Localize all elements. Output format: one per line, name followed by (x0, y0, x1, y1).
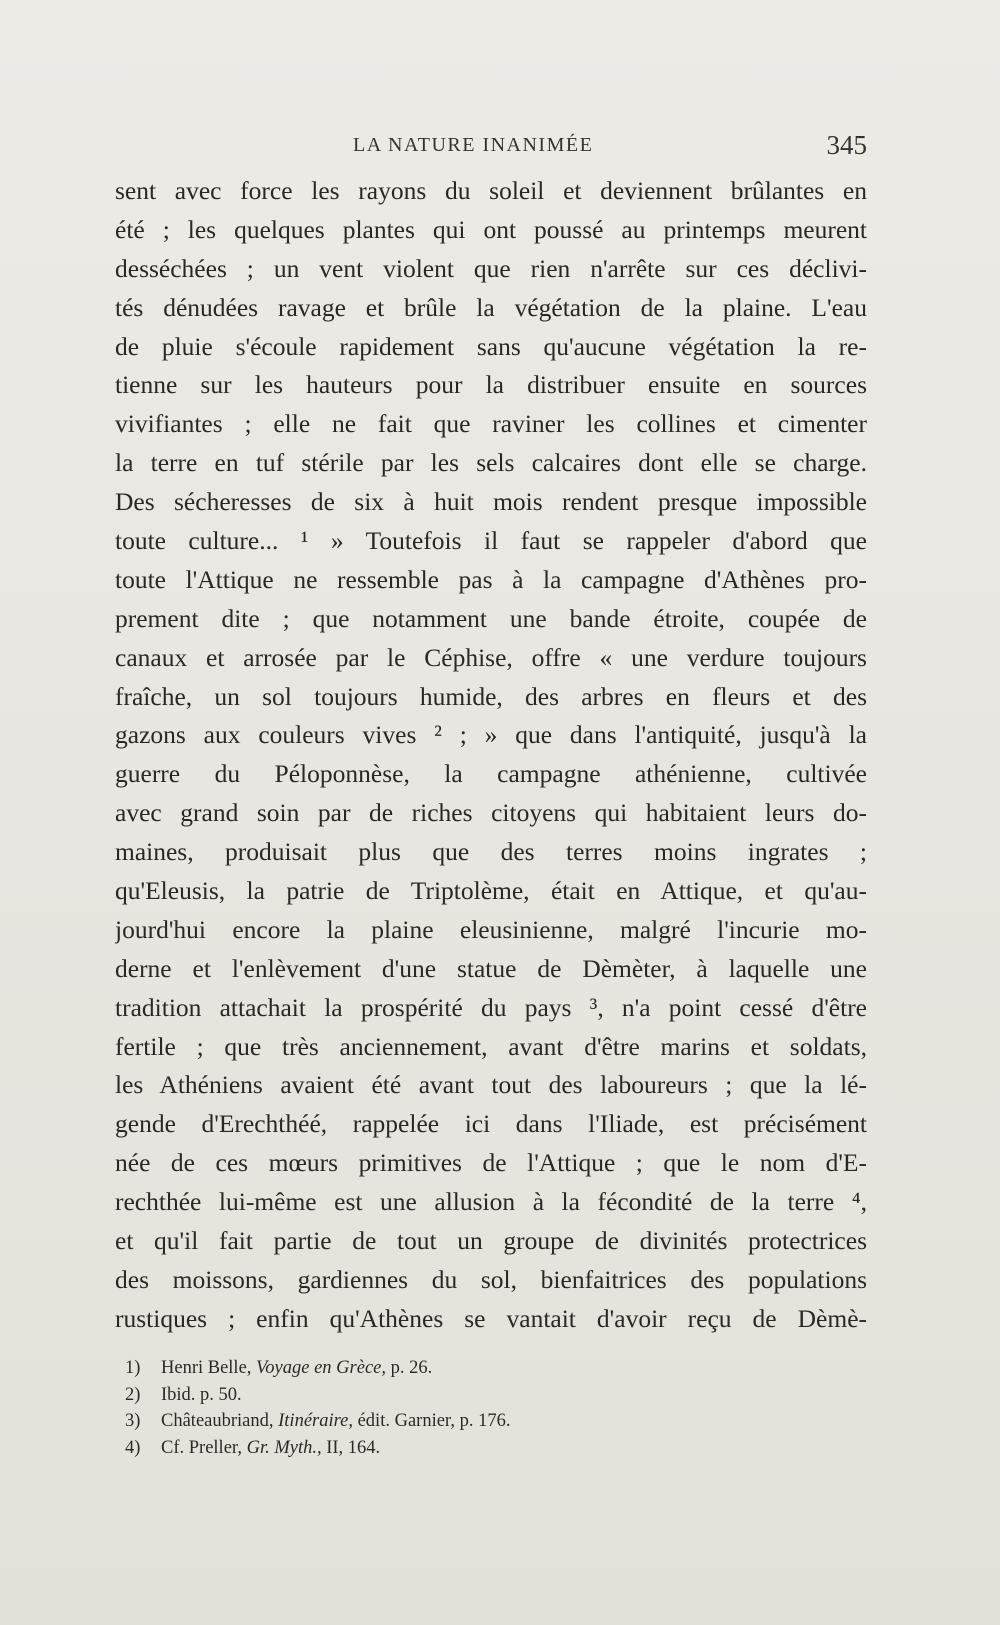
text-line: qu'Eleusis, la patrie de Triptolème, était en Attique, et qu'au- (115, 876, 867, 906)
text-line: les Athéniens avaient été avant tout des laboureurs ; que la lé- (115, 1070, 867, 1100)
text-line: née de ces mœurs primitives de l'Attique ; que le nom d'E- (115, 1148, 867, 1178)
text-line: derne et l'enlèvement d'une statue de Dèmèter, à laquelle une (115, 953, 867, 983)
footnote-number: 3) (125, 1411, 141, 1431)
footnote-reference: édit. Garnier, p. 176. (352, 1411, 511, 1431)
text-line: jourd'hui encore la plaine eleusinienne, malgré l'incurie mo- (115, 914, 867, 944)
footnote-text: Ibid. p. 50. (161, 1384, 242, 1405)
text-line: gende d'Erechthéé, rappelée ici dans l'Iliade, est précisément (115, 1109, 867, 1139)
footnote-number: 1) (125, 1358, 141, 1378)
text-line: guerre du Péloponnèse, la campagne athénienne, cultivée (115, 759, 867, 789)
text-line: prement dite ; que notamment une bande étroite, coupée de (115, 603, 867, 633)
footnote-title: Itinéraire, (278, 1411, 353, 1431)
text-line: tienne sur les hauteurs pour la distribuer ensuite en sources (115, 370, 867, 400)
footnote-number: 4) (125, 1437, 141, 1458)
footnote (125, 1355, 725, 1382)
text-line: toute l'Attique ne ressemble pas à la campagne d'Athènes pro- (115, 564, 867, 594)
text-line: gazons aux couleurs vives ² ; » que dans l'antiquité, jusqu'à la (115, 720, 867, 750)
text-line: tradition attachait la prospérité du pays ³, n'a point cessé d'être (115, 992, 867, 1022)
footnote (125, 1435, 725, 1462)
footnote-title: Voyage en Grèce, (256, 1358, 386, 1378)
text-line: toute culture... ¹ » Toutefois il faut se rappeler d'abord que (115, 526, 867, 556)
text-line: et qu'il fait partie de tout un groupe de divinités protectrices (115, 1226, 867, 1256)
footnote-text: Cf. Preller, (161, 1437, 247, 1458)
page-number: 345 (826, 130, 867, 160)
running-head (115, 130, 867, 164)
text-line: de pluie s'écoule rapidement sans qu'aucune végétation la re- (115, 331, 867, 361)
text-line: sent avec force les rayons du soleil et deviennent brûlantes en (115, 176, 867, 205)
body-text (115, 172, 867, 1339)
text-line: Des sécheresses de six à huit mois rendent presque impossible (115, 487, 867, 517)
running-title: LA NATURE INANIMÉE (353, 134, 594, 156)
text-line: des moissons, gardiennes du sol, bienfaitrices des populations (115, 1264, 867, 1294)
footnote (125, 1408, 725, 1435)
footnote (125, 1382, 725, 1409)
footnote-number: 2) (125, 1384, 141, 1405)
footnote-text: Châteaubriand, (161, 1411, 279, 1431)
footnote-title: Gr. Myth., (246, 1437, 322, 1458)
text-line: fraîche, un sol toujours humide, des arbres en fleurs et des (115, 681, 867, 711)
text-line: la terre en tuf stérile par les sels calcaires dont elle se charge. (115, 448, 867, 478)
text-line: tés dénudées ravage et brûle la végétation de la plaine. L'eau (115, 292, 867, 322)
text-line: avec grand soin par de riches citoyens qui habitaient leurs do- (115, 798, 867, 828)
text-line: maines, produisait plus que des terres moins ingrates ; (115, 837, 867, 867)
footnote-reference: II, 164. (321, 1437, 381, 1458)
text-line: fertile ; que très anciennement, avant d'être marins et soldats, (115, 1031, 867, 1061)
text-line: rechthée lui-même est une allusion à la fécondité de la terre ⁴, (115, 1187, 867, 1217)
text-line: desséchées ; un vent violent que rien n'arrête sur ces déclivi- (115, 253, 867, 283)
text-line: été ; les quelques plantes qui ont poussé au printemps meurent (115, 214, 867, 244)
text-line: canaux et arrosée par le Céphise, offre « une verdure toujours (115, 642, 867, 672)
footnote-reference: p. 26. (386, 1358, 433, 1378)
text-line: vivifiantes ; elle ne fait que raviner les collines et cimenter (115, 409, 867, 439)
footnote-text: Henri Belle, (161, 1358, 257, 1378)
footnotes (125, 1355, 725, 1461)
text-line: rustiques ; enfin qu'Athènes se vantait d'avoir reçu de Dèmè- (115, 1303, 867, 1333)
